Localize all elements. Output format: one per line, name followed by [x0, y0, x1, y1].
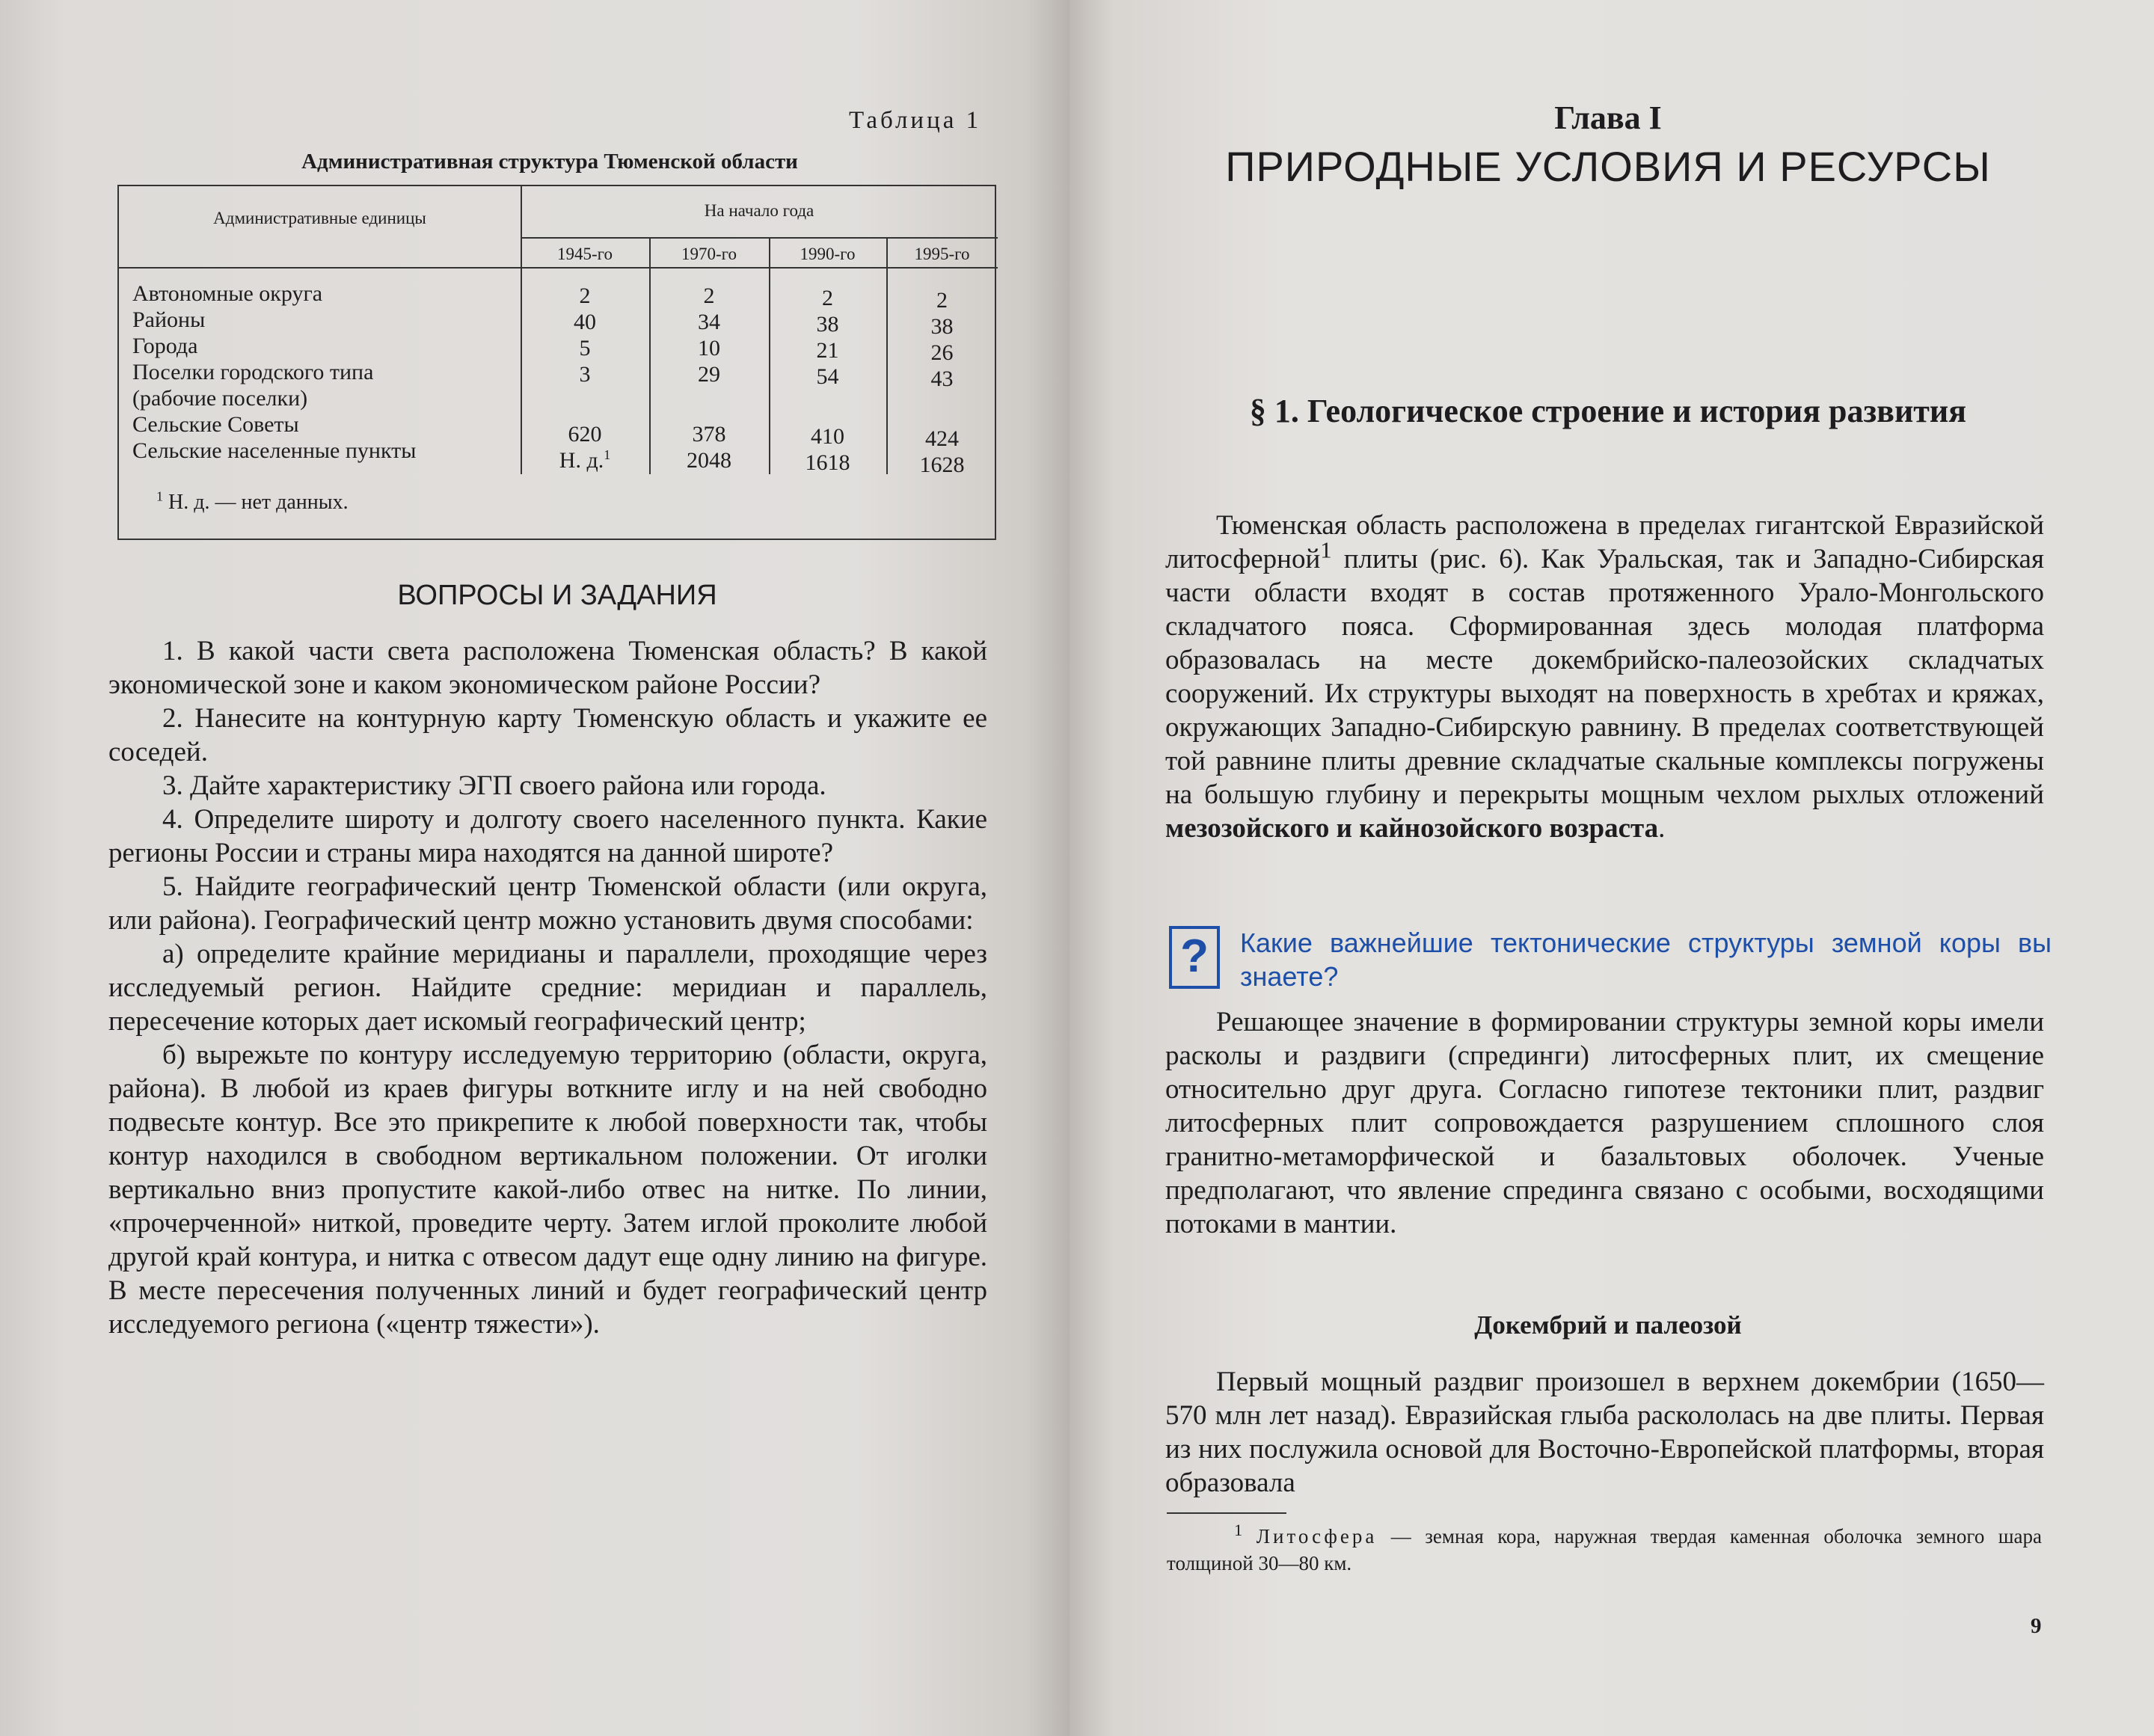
question-item: 2. Нанесите на контурную карту Тюменскую область и укажите ее соседей. [108, 703, 987, 767]
row-label: Автономные округа [132, 281, 323, 306]
table-cell: 38 [816, 312, 839, 337]
no-data-value: Н. д. [559, 448, 604, 473]
footnote-mark: 1 [1320, 537, 1332, 563]
table-cell: 5 [579, 336, 591, 361]
page-footnote [1167, 1523, 2042, 1577]
page-number: 9 [2031, 1614, 2042, 1638]
bold-term: мезозойского и кайнозойского возраста [1165, 813, 1659, 844]
body-paragraph [1165, 509, 2044, 845]
footnote-text: — земная кора, наружная твердая каменная оболочка земного шара толщиной 30—80 км. [1167, 1525, 2043, 1574]
question-item: а) определите крайние меридианы и параллели, проходящие через исследуемый регион. Найдите средние: меридиан и параллель, пересечение которых дает искомый географический центр; [108, 939, 987, 1037]
question-item: 4. Определите широту и долготу своего населенного пункта. Какие регионы России и страны мира находятся на данной широте? [108, 804, 987, 868]
admin-structure-table [117, 185, 996, 540]
column-header-year: 1945-го [556, 245, 613, 263]
question-item: 5. Найдите географический центр Тюменской области (или округа, или района). Географический центр можно установить двумя способами: [108, 871, 987, 936]
footnote-mark: 1 [1234, 1521, 1243, 1539]
body-text: . [1658, 813, 1666, 844]
table-cell: 1618 [805, 450, 850, 475]
chapter-title: ПРИРОДНЫЕ УСЛОВИЯ И РЕСУРСЫ [1225, 143, 1991, 190]
spreading-paragraph [1165, 1005, 2044, 1241]
precambrian-paragraph [1165, 1365, 2044, 1500]
review-question [1169, 926, 2052, 993]
questions-list [108, 634, 987, 1341]
row-label: Города [132, 334, 198, 358]
table-cell: 424 [925, 426, 959, 451]
table-cell: 2 [579, 283, 591, 308]
question-item: б) вырежьте по контуру исследуемую территорию (области, округа, района). В любой из краев фигуры воткните иглу и на ней свободно подвесьте контур. Все это прикрепите к любой поверхности так, чтобы контур находился в свободном вертикальном положении. От иголки вертикально вниз пропустите какой-либо отвес на нитке. По линии, «прочерченной» ниткой, проведите черту. Затем иглой проколите любой другой край контура, и нитка с отвесом дадут еще одну линию на фигуре. В месте пересечения полученных линий и будет географический центр исследуемого региона («центр тяжести»). [108, 1040, 987, 1340]
table-cell: 2 [703, 283, 715, 308]
table-cell: 26 [930, 340, 954, 365]
body-paragraph: Решающее значение в формировании структуры земной коры имели расколы и раздвиги (спрединги) литосферных плит, их смещение относительно друг друга. Согласно гипотезе тектоники плит, раздвиг литосферных плит сопровождается разрушением сплошного слоя гранитно-метаморфической и базальтовых оболочек. Ученые предполагают, что явление спрединга связано с особыми, восходящими потоками в мантии. [1165, 1007, 2044, 1239]
table-title: Административная структура Тюменской области [301, 150, 798, 174]
chapter-label: Глава I [1554, 99, 1662, 136]
table-cell: 410 [811, 424, 844, 449]
body-text: плиты (рис. 6). Как Уральская, так и Западно-Сибирская части области входят в состав протяженного Урало-Монгольского складчатого пояса. Сформированная здесь молодая платформа образовалась на месте докембрийско-палеозойских складчатых сооружений. Их структуры выходят на поверхность в хребтах и кряжах, окружающих Западно-Сибирскую равнину. В пределах соответствующей той равнине плиты древние складчатые скальные комплексы погружены на большую глубину и перекрыты мощным чехлом рыхлых отложений [1165, 544, 2044, 810]
footnote-term: Литосфера [1256, 1525, 1378, 1548]
table-footnote-text: Н. д. — нет данных. [168, 491, 349, 514]
table-cell: 620 [568, 422, 602, 447]
row-label: (рабочие поселки) [132, 386, 308, 411]
questions-heading: ВОПРОСЫ И ЗАДАНИЯ [397, 580, 717, 611]
intro-paragraph [1165, 509, 2044, 845]
table-cell: 40 [574, 310, 596, 334]
body-paragraph: Первый мощный раздвиг произошел в верхнем докембрии (1650—570 млн лет назад). Евразийская глыба раскололась на две плиты. Первая из них послужила основой для Восточно-Европейской платформы, вторая образовала [1165, 1367, 2044, 1498]
table-cell: 29 [698, 362, 720, 387]
column-header-year: 1990-го [800, 245, 856, 263]
table-cell: 2 [822, 286, 833, 310]
footnote-mark: 1 [604, 447, 611, 462]
table-footnote [156, 488, 349, 515]
table-cell: 43 [930, 366, 954, 391]
row-label: Сельские населенные пункты [132, 438, 417, 463]
table-cell: 38 [930, 314, 954, 339]
question-item: 1. В какой части света расположена Тюменская область? В какой экономической зоне и каком экономическом районе России? [108, 636, 987, 700]
row-label: Поселки городского типа [132, 360, 374, 384]
paragraph-title: § 1. Геологическое строение и история развития [1249, 393, 1967, 429]
question-item: 3. Дайте характеристику ЭГП своего района или города. [162, 770, 826, 801]
footnote-mark: 1 [156, 488, 163, 504]
footnote-divider [1167, 1512, 1286, 1514]
table-divider [521, 237, 998, 239]
table-cell: 10 [698, 336, 720, 361]
column-header-units: Административные единицы [213, 209, 426, 227]
body-text: Тюменская область расположена в пределах гигантской Евразийской литосферной [1165, 510, 2044, 574]
table-divider [119, 267, 998, 269]
subsection-title: Докембрий и палеозой [1474, 1310, 1742, 1340]
table-cell: 21 [816, 338, 839, 363]
question-mark-icon: ? [1169, 926, 1220, 989]
row-label: Районы [132, 307, 206, 332]
table-cell: 378 [692, 422, 726, 447]
column-header-year: 1995-го [914, 245, 970, 263]
table-cell: 2048 [687, 448, 731, 473]
row-label: Сельские Советы [132, 412, 299, 437]
table-number: Таблица 1 [849, 107, 982, 134]
table-cell: 34 [698, 310, 720, 334]
table-cell: 1628 [919, 453, 965, 477]
column-header-year: 1970-го [681, 245, 737, 263]
table-cell: 2 [936, 288, 948, 313]
review-question-text: Какие важнейшие тектонические структуры земной коры вы знаете? [1240, 927, 2052, 992]
table-cell [521, 448, 649, 473]
table-cell: 54 [816, 364, 839, 389]
column-header-start: На начало года [704, 201, 814, 220]
table-cell: 3 [579, 362, 591, 387]
